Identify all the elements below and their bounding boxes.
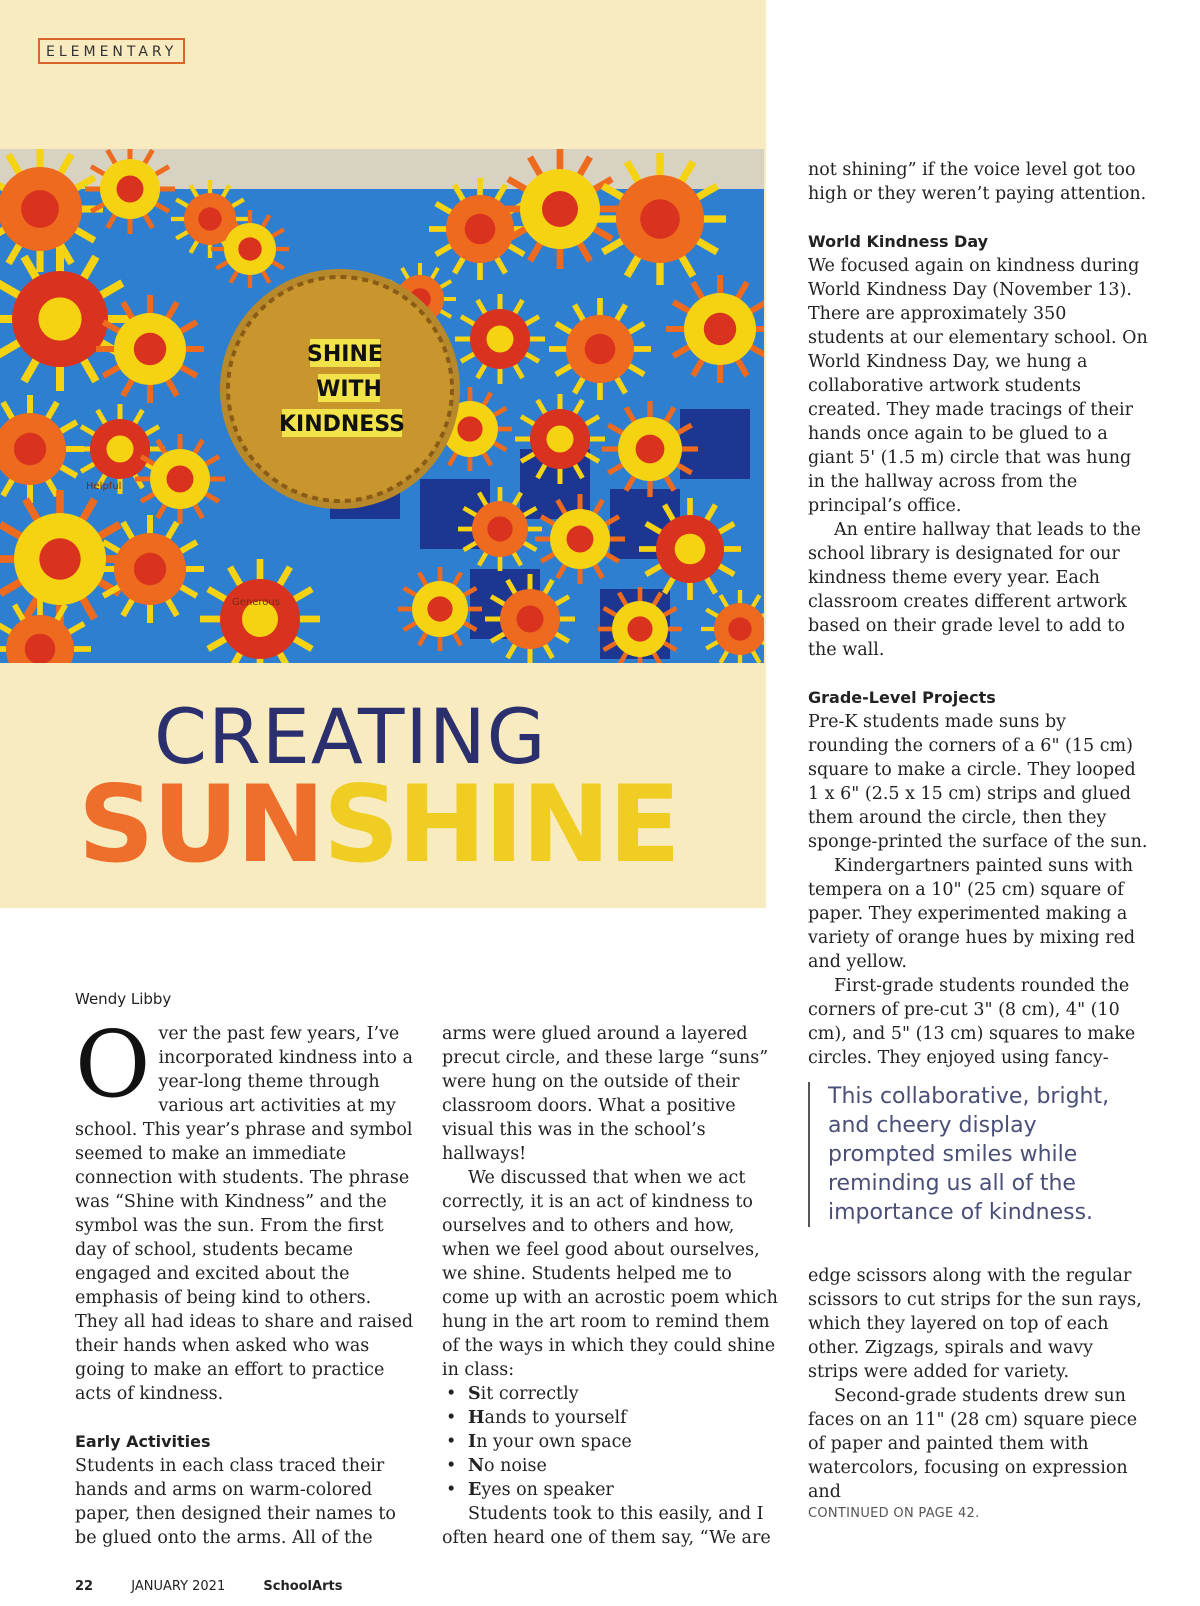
wall-text-line: SHINE [307,342,383,367]
paragraph: Kindergartners painted suns with tempera on a 10" (25 cm) square of paper. They experimented making a variety of orange hues by mixing red and yellow. [808,856,1136,972]
paragraph: Students took to this easily, and I often heard one of them say, “We are [442,1504,771,1548]
paragraph: ver the past few years, I’ve incorporated kindness into a year-long theme through various art activities at my school. This year’s phrase and symbol seemed to make an immediate connection with students. The phrase was “Shine with Kindness” and the symbol was the sun. From the first day of school, students became engaged and excited about the emphasis of being kind to others. They all had ideas to share and raised their hands when asked who was going to make an effort to practice acts of kindness. [75,1024,414,1404]
headline-shine: SHINE [323,763,679,886]
headline-sun: SUN [78,763,324,886]
continued-note: CONTINUED ON PAGE 42. [808,1506,980,1521]
paragraph: First-grade students rounded the corners of pre-cut 3" (8 cm), 4" (10 cm), and 5" (13 cm) squares to make circles. They enjoyed using fancy- [808,976,1136,1068]
poem-item: • No noise [468,1454,782,1478]
wall-small-label: Helpful [86,481,122,492]
article-column-3 [808,158,1148,1070]
paragraph: We discussed that when we act correctly, it is an act of kindness to ourselves and to others and how, when we feel good about ourselves, we shine. Students helped me to come up with an acrostic poem which hung in the art room to remind them of the ways in which they could shine in class: [442,1168,778,1380]
section-heading: World Kindness Day [808,232,989,251]
wall-text-line: KINDNESS [278,412,406,437]
headline-line1: CREATING [154,692,547,781]
poem-item: • Hands to yourself [468,1406,782,1430]
article-column-1 [75,1011,415,1550]
paragraph: We focused again on kindness during World Kindness Day (November 13). There are approximately 350 students at our elementary school. On World Kindness Day, we hung a collaborative artwork students created. They made tracings of their hands once again to be glued to a giant 5' (1.5 m) circle that was hung in the hallway across from the principal’s office. [808,256,1148,516]
page-number: 22 [75,1579,94,1594]
paragraph: edge scissors along with the regular scissors to cut strips for the sun rays, which they layered on top of each other. Zigzags, spirals and wavy strips were added for variety. [808,1266,1142,1382]
section-heading: Early Activities [75,1432,211,1451]
sun-artwork-wall-image [0,149,764,663]
paragraph: Pre-K students made suns by rounding the corners of a 6" (15 cm) square to make a circle. They looped 1 x 6" (2.5 x 15 cm) strips and glued them around the circle, then they sponge-printed the surface of the sun. [808,712,1148,852]
paragraph: Students in each class traced their hands and arms on warm-colored paper, then designed their names to be glued onto the arms. All of the [75,1456,396,1548]
paragraph: arms were glued around a layered precut circle, and these large “suns” were hung on the outside of their classroom doors. What a positive visual this was in the school’s hallways! [442,1024,769,1164]
drop-cap: O [75,1011,151,1118]
headline-line2 [78,765,679,885]
magazine-name: SchoolArts [263,1579,343,1594]
section-tag: ELEMENTARY [38,38,185,64]
section-heading: Grade-Level Projects [808,688,996,707]
article-column-2 [442,1022,782,1550]
acrostic-poem-list [442,1382,782,1502]
pull-quote: This collaborative, bright, and cheery display prompted smiles while reminding us all of the importance of kindness. [808,1082,1128,1227]
poem-item: • Sit correctly [468,1382,782,1406]
author-byline: Wendy Libby [75,990,172,1008]
paragraph: Second-grade students drew sun faces on an 11" (28 cm) square piece of paper and painted them with watercolors, focusing on expression and [808,1386,1138,1502]
paragraph: not shining” if the voice level got too high or they weren’t paying attention. [808,160,1147,204]
hero-photo [0,149,764,663]
poem-item: • Eyes on speaker [468,1478,782,1502]
paragraph: An entire hallway that leads to the school library is designated for our kindness theme every year. Each classroom creates different artwork based on their grade level to add to the wall. [808,520,1142,660]
wall-small-label: Generous [232,597,280,608]
page-footer [75,1579,376,1594]
issue-date: JANUARY 2021 [131,1579,226,1594]
wall-text-line: WITH [316,377,382,402]
article-column-3-continued [808,1264,1148,1504]
poem-item: • In your own space [468,1430,782,1454]
